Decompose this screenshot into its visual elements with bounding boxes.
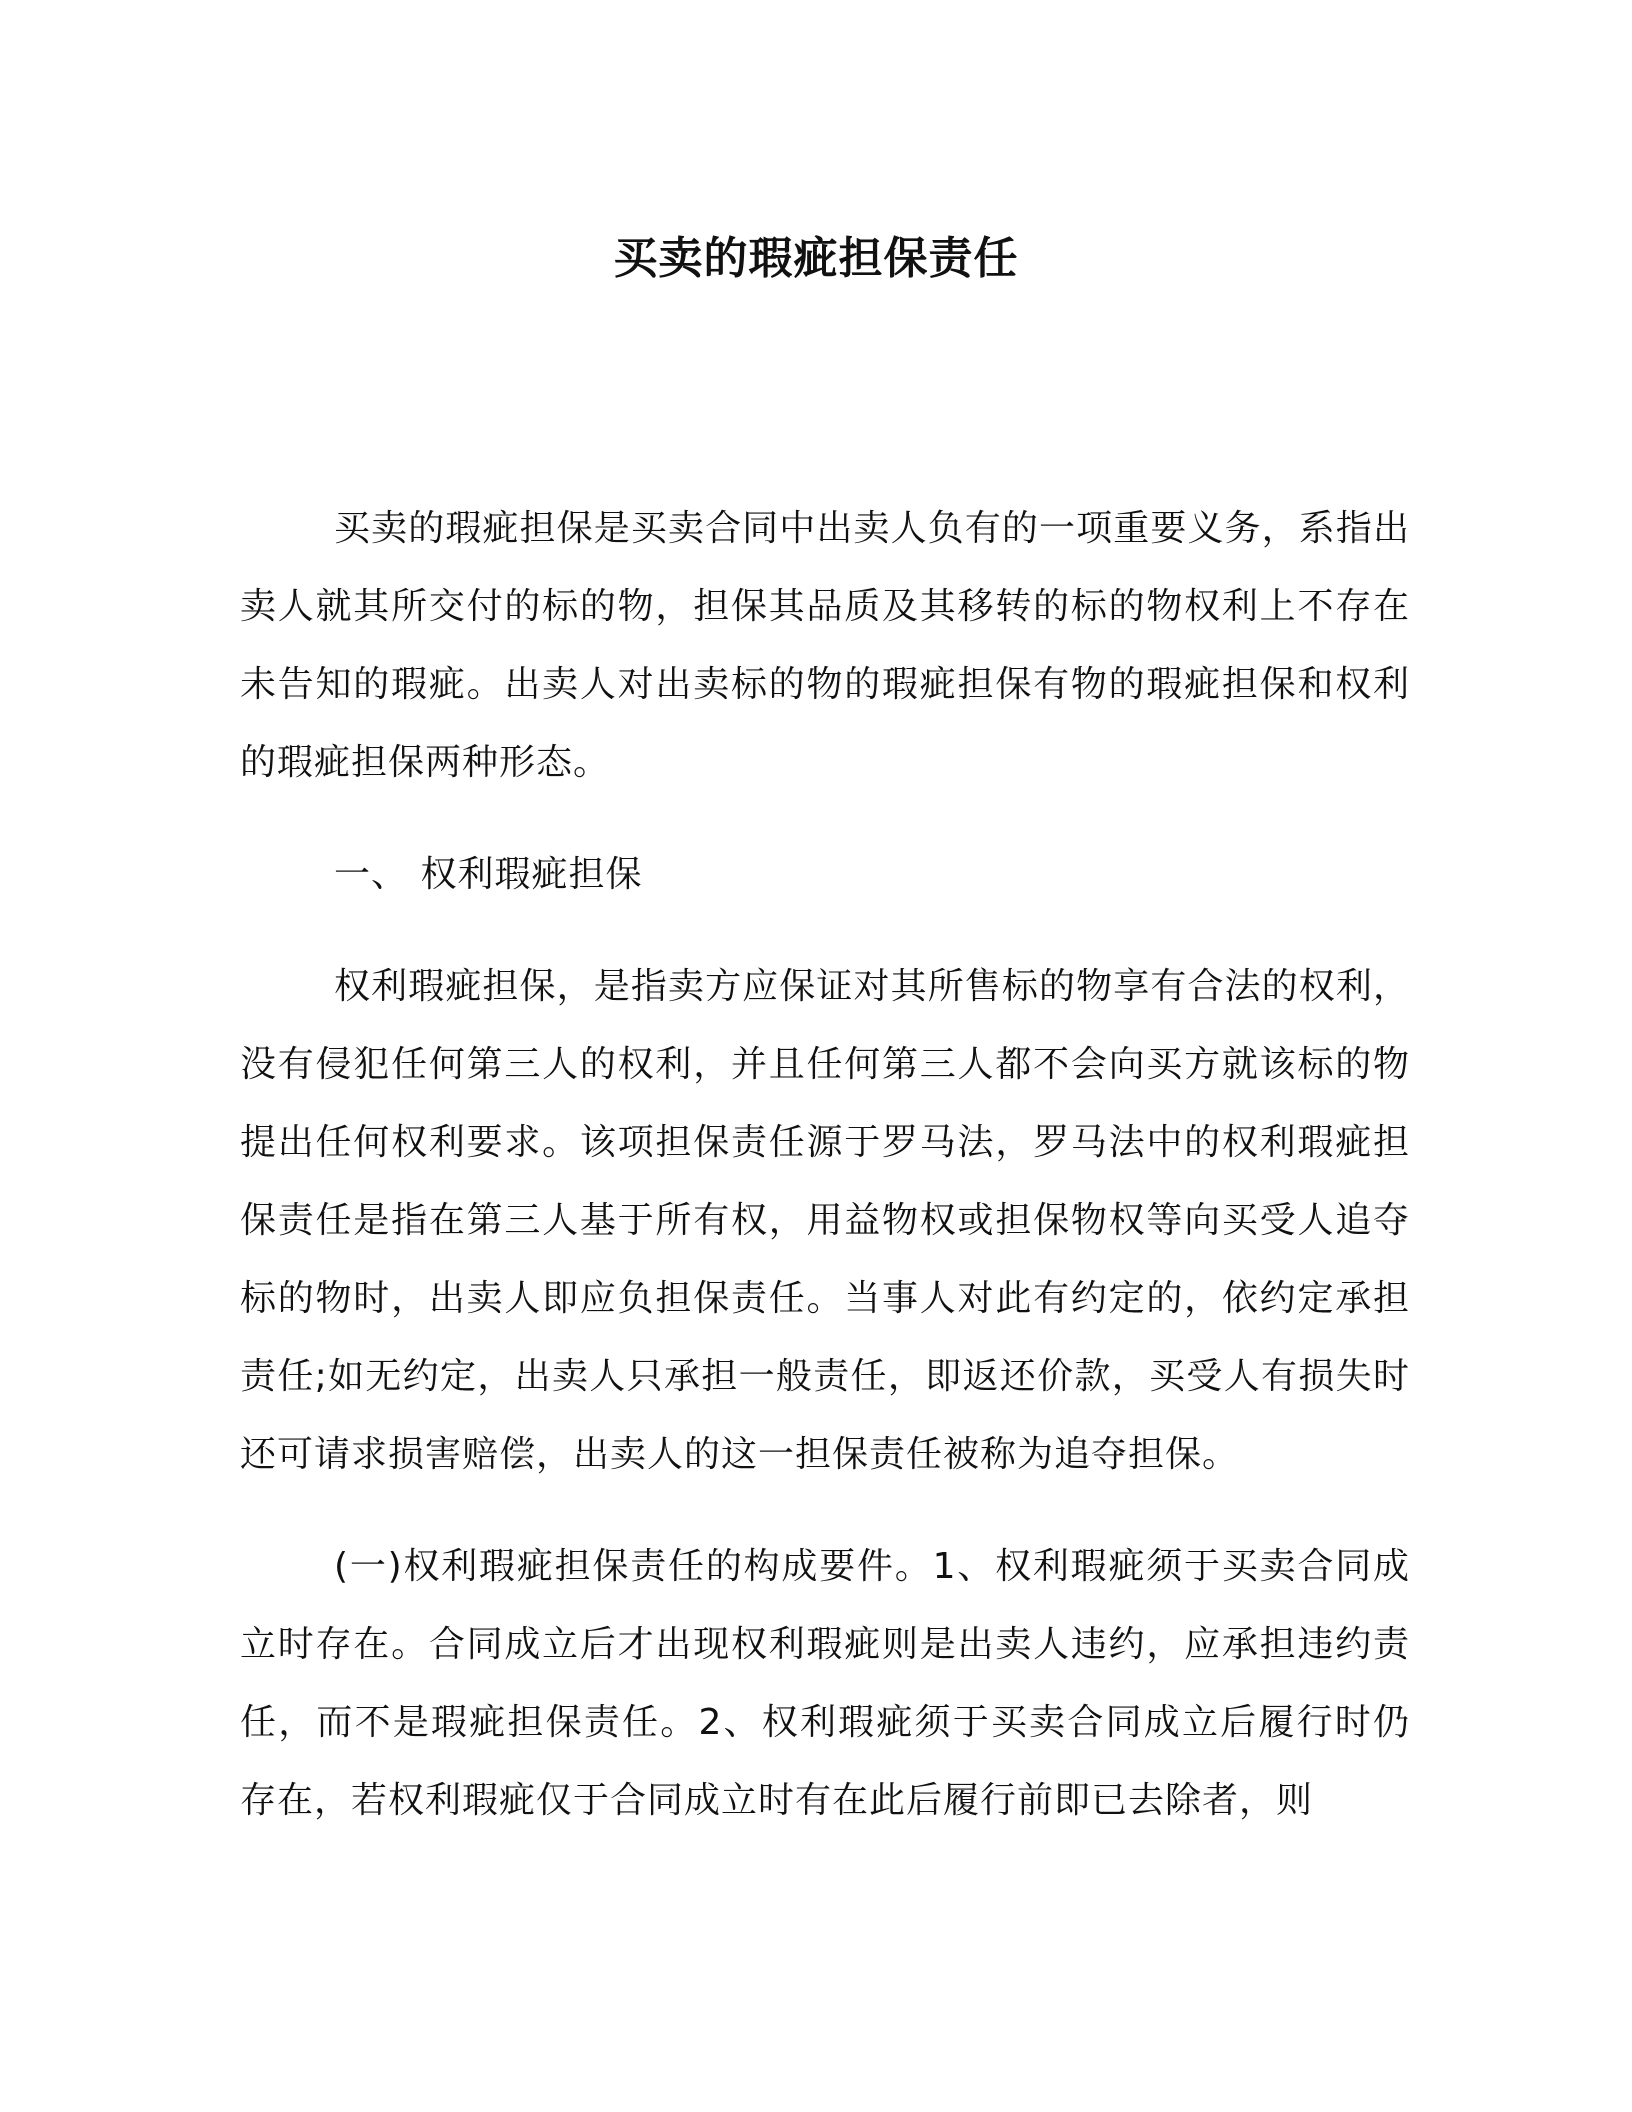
intro-paragraph: 买卖的瑕疵担保是买卖合同中出卖人负有的一项重要义务，系指出卖人就其所交付的标的物，担保其品质及其移转的标的物权利上不存在未告知的瑕疵。出卖人对出卖标的物的瑕疵担保有物的瑕疵担保和权利的瑕疵担保两种形态。	[240, 508, 1410, 783]
document-title: 买卖的瑕疵担保责任	[613, 233, 1019, 284]
rights-defect-definition-paragraph: 权利瑕疵担保，是指卖方应保证对其所售标的物享有合法的权利，没有侵犯任何第三人的权利，并且任何第三人都不会向买方就该标的物提出任何权利要求。该项担保责任源于罗马法，罗马法中的权利瑕疵担保责任是指在第三人基于所有权，用益物权或担保物权等向买受人追夺标的物时，出卖人即应负担保责任。当事人对此有约定的，依约定承担责任;如无约定，出卖人只承担一般责任，即返还价款，买受人有损失时还可请求损害赔偿，出卖人的这一担保责任被称为追夺担保。	[240, 966, 1410, 1475]
document-body	[240, 490, 1410, 1874]
constituent-elements-paragraph: (一)权利瑕疵担保责任的构成要件。1、权利瑕疵须于买卖合同成立时存在。合同成立后才出现权利瑕疵则是出卖人违约，应承担违约责任，而不是瑕疵担保责任。2、权利瑕疵须于买卖合同成立后履行时仍存在，若权利瑕疵仅于合同成立时有在此后履行前即已去除者，则	[240, 1546, 1410, 1821]
section-heading-rights-defect-warranty: 一、 权利瑕疵担保	[334, 854, 643, 895]
